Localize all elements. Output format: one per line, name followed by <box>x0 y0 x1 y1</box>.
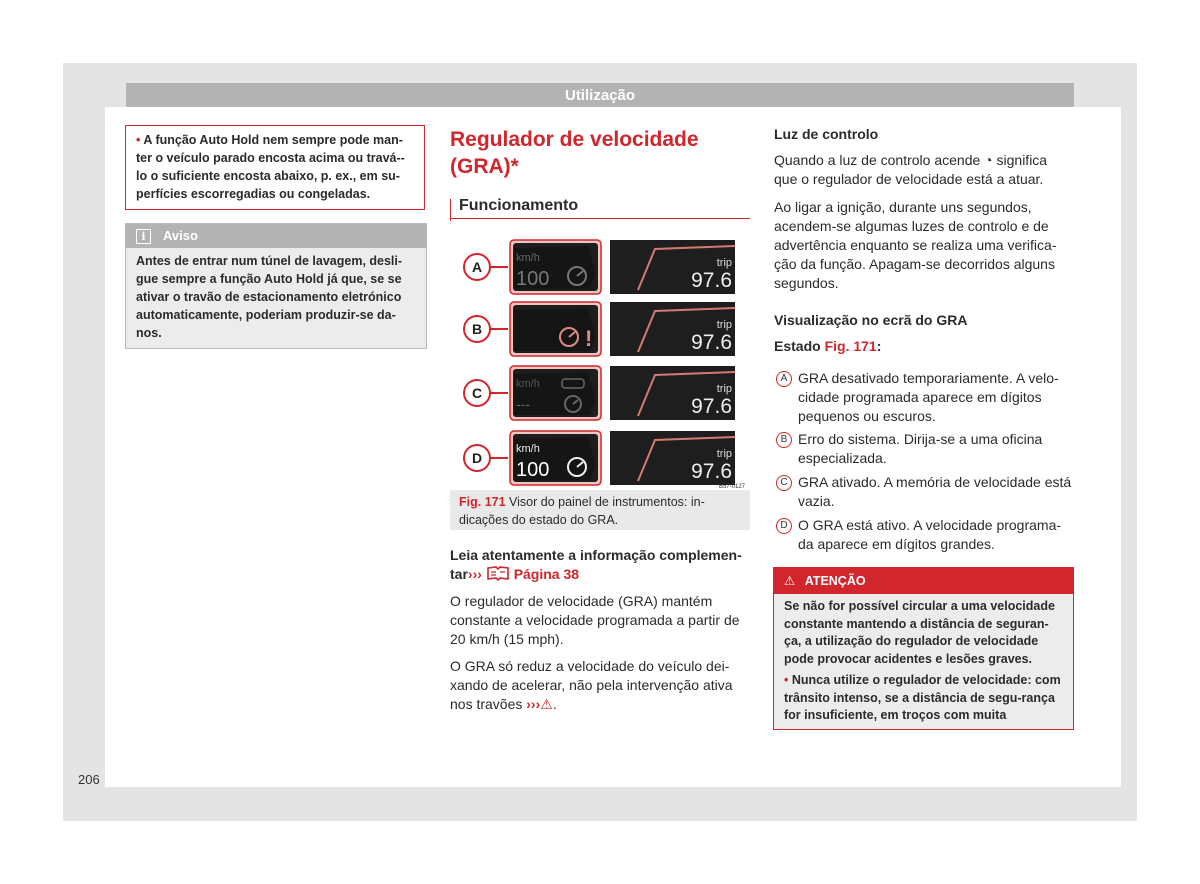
figure-caption-text: Visor do painel de instrumentos: in-dicações do estado do GRA. <box>459 495 705 527</box>
aviso-box <box>125 223 427 349</box>
section-title <box>450 126 750 180</box>
paragraph-2-text: O GRA só reduz a velocidade do veículo dei-xando de acelerar, não pela intervenção ativa nos travões <box>450 658 733 712</box>
ignicao-text: Ao ligar a ignição, durante uns segundos, acendem-se algumas luzes de controlo e de advertência enquanto se realiza uma verifica-ção da função. Apagam-se decorridos alguns segundos. <box>774 199 1057 291</box>
paragraph-1: O regulador de velocidade (GRA) mantém constante a velocidade programada a partir de 20 km/h (15 mph). <box>450 593 740 647</box>
state-item-b <box>774 430 1074 468</box>
luz-text-a: Quando a luz de controlo acende <box>774 152 981 168</box>
read-more-line-1: Leia atentamente a informação complemen- <box>450 547 742 563</box>
note-bullet: • <box>136 133 141 147</box>
row-label-c: C <box>471 385 483 401</box>
speed-value-d: 100 <box>516 459 550 481</box>
luz-title: Luz de controlo <box>774 126 879 142</box>
read-more-page-link[interactable]: Página 38 <box>513 566 580 582</box>
estado-label: Estado <box>774 338 821 354</box>
paragraph-2-end: . <box>552 696 557 712</box>
note-text: A função Auto Hold nem sempre pode man-ter o veículo parado encosta acima ou travá--lo o suficiente encosta abaixo, p. ex., em su-perfícies escorregadias ou congeladas. <box>136 133 405 201</box>
speedometer-icon: ◔ <box>984 152 993 168</box>
trip-value-d: 97.6 <box>691 460 732 483</box>
state-text-b: Erro do sistema. Dirija-se a uma oficina especializada. <box>798 431 1043 466</box>
state-item-d <box>774 516 1074 554</box>
speed-unit-c: km/h <box>516 378 540 390</box>
visualizacao-title: Visualização no ecrã do GRA <box>774 312 968 328</box>
state-letter-b: B <box>776 432 792 448</box>
luz-text <box>774 151 1074 189</box>
trip-label-b: trip <box>716 319 732 331</box>
trip-value-c: 97.6 <box>691 395 732 418</box>
atencao-body <box>774 594 1073 729</box>
display-row-d <box>464 431 735 485</box>
trip-label-c: trip <box>716 383 732 395</box>
estado-colon: : <box>876 338 882 354</box>
aviso-text: Antes de entrar num túnel de lavagem, desli-gue sempre a função Auto Hold já que, se se ativar o travão de estacionamento eletrónico automaticamente, poderiam produzir-se da-nos. <box>136 254 403 340</box>
display-row-b <box>464 302 735 356</box>
display-row-a <box>464 240 735 294</box>
atencao-paragraph-2 <box>784 672 1063 725</box>
svg-text:!: ! <box>585 326 593 351</box>
read-more-arrows: ››› <box>467 566 482 582</box>
read-more-line-2 <box>450 565 750 584</box>
figure-code: B57-0127 <box>718 484 745 490</box>
atencao-bullet: • <box>784 673 789 687</box>
atencao-title: ATENÇÃO <box>804 574 866 588</box>
trip-label-d: trip <box>716 448 732 460</box>
state-letter-c: C <box>776 475 792 491</box>
speed-value-a: 100 <box>516 268 550 290</box>
state-text-c: GRA ativado. A memória de velocidade está vazia. <box>798 474 1072 509</box>
figure-171 <box>450 234 750 530</box>
atencao-paragraph-2-text: Nunca utilize o regulador de velocidade: com trânsito intenso, se a distância de segu-rança for insuficiente, em troços com muita <box>784 673 1061 722</box>
read-more <box>450 546 750 584</box>
atencao-header <box>774 568 1073 594</box>
state-item-c <box>774 473 1074 511</box>
subsection-title: Funcionamento <box>450 197 750 219</box>
warning-icon: ⚠ <box>540 696 553 712</box>
trip-value-a: 97.6 <box>691 269 732 292</box>
speed-unit-a: km/h <box>516 252 540 264</box>
section-title-line-2: (GRA)* <box>450 155 519 178</box>
book-icon <box>486 565 510 581</box>
estado-line <box>774 337 1074 356</box>
aviso-title: Aviso <box>163 228 198 243</box>
state-letter-d: D <box>776 518 792 534</box>
atencao-box <box>773 567 1074 730</box>
row-label-a: A <box>471 259 483 275</box>
page-number: 206 <box>78 772 100 787</box>
figure-ref: Fig. 171 <box>459 495 506 509</box>
speed-dim-c: --- <box>516 396 530 412</box>
trip-value-b: 97.6 <box>691 331 732 354</box>
row-label-d: D <box>471 450 483 466</box>
aviso-header <box>126 224 426 248</box>
paragraph-2 <box>450 657 750 714</box>
state-text-d: O GRA está ativo. A velocidade programa-da aparece em dígitos grandes. <box>798 517 1062 552</box>
warning-triangle-icon: ⚠ <box>784 574 796 588</box>
section-title-line-1: Regulador de velocidade <box>450 128 699 151</box>
state-item-a <box>774 369 1074 426</box>
note-box <box>125 125 425 210</box>
instrument-display-figure <box>450 234 750 490</box>
state-letter-a: A <box>776 371 792 387</box>
display-row-c <box>464 366 735 420</box>
row-label-b: B <box>471 321 483 337</box>
read-more-prefix: tar <box>450 566 468 582</box>
figure-caption <box>459 493 743 529</box>
info-icon: i <box>136 229 151 244</box>
state-text-a: GRA desativado temporariamente. A velo-cidade programada aparece em dígitos pequenos ou escuros. <box>798 370 1059 424</box>
atencao-paragraph-1: Se não for possível circular a uma velocidade constante mantendo a distância de seguran-ça, a utilização do regulador de velocidade pode provocar acidentes e lesões graves. <box>784 599 1055 666</box>
trip-label-a: trip <box>716 257 732 269</box>
luz-text-b: significa que o regulador de velocidade está a atuar. <box>774 152 1048 187</box>
chapter-header: Utilização <box>126 83 1074 107</box>
paragraph-2-arrows: ››› <box>526 696 541 712</box>
estado-fig-ref: Fig. 171 <box>824 338 877 354</box>
speed-unit-d: km/h <box>516 443 540 455</box>
